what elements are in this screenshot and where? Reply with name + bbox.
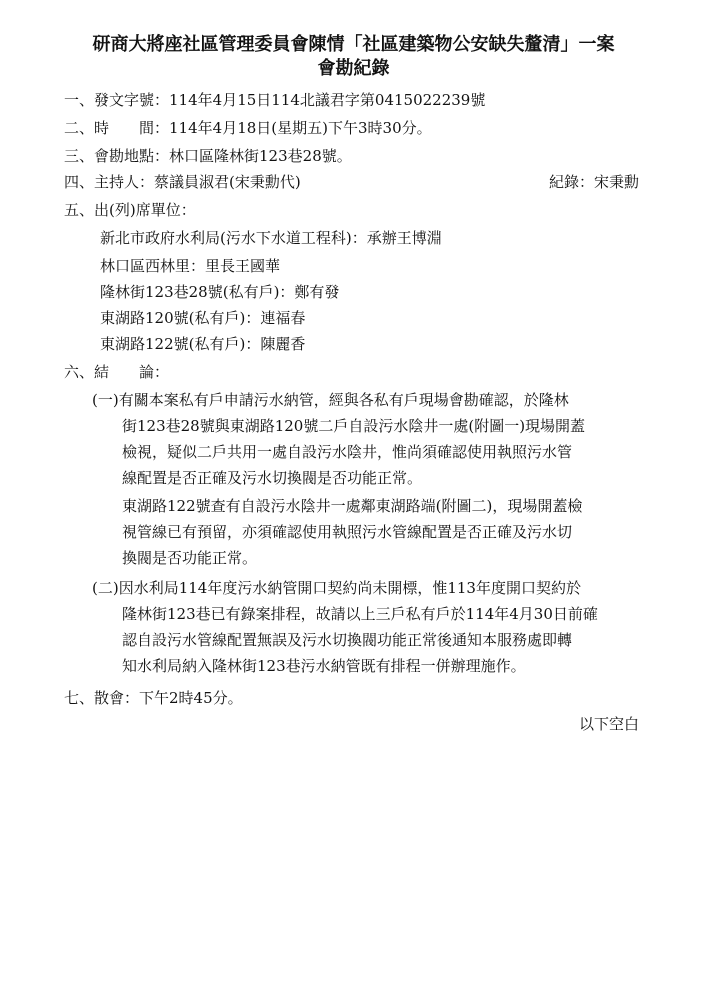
conclusion-1-line: 換閥是否功能正常。	[122, 549, 258, 567]
conclusion-1-line: 街123巷28號與東湖路120號二戶自設污水陰井一處(附圖一)現場開蓋	[122, 417, 586, 435]
item-document-number	[64, 90, 485, 110]
attendee-item: 東湖路122號(私有戶)：陳麗香	[100, 335, 306, 353]
recorder: 紀錄：宋秉勳	[548, 173, 639, 191]
conclusion-2-line: 知水利局納入隆林街123巷污水納管既有排程一併辦理施作。	[122, 657, 526, 675]
document-title-line2: 會勘紀錄	[317, 58, 390, 79]
conclusion-2-line: 隆林街123巷已有錄案排程，故請以上三戶私有戶於114年4月30日前確	[122, 605, 598, 623]
attendee-item: 隆林街123巷28號(私有戶)：鄭有發	[100, 283, 340, 301]
conclusion-1-line: (一)有關本案私有戶申請污水納管，經與各私有戶現場會勘確認，於隆林	[92, 391, 569, 409]
item-value: 林口區隆林街123巷28號。	[169, 147, 352, 165]
item-label: 一、發文字號：	[64, 91, 170, 109]
item-value: 蔡議員淑君(宋秉勳代)	[154, 173, 301, 191]
item-location	[64, 146, 352, 166]
item-value: 114年4月15日114北議君字第0415022239號	[169, 91, 486, 109]
conclusion-2-line: 認自設污水管線配置無誤及污水切換閥功能正常後通知本服務處即轉	[122, 631, 573, 649]
adjourn-item: 七、散會：下午2時45分。	[64, 689, 243, 707]
conclusion-2-line: (二)因水利局114年度污水納管開口契約尚未開標，惟113年度開口契約於	[92, 579, 581, 597]
item-attendees-heading	[64, 200, 196, 220]
end-note: 以下空白	[578, 715, 639, 733]
attendee-item: 林口區西林里：里長王國華	[100, 257, 281, 275]
item-label: 五、出(列)席單位：	[64, 201, 196, 219]
conclusion-1-line: 線配置是否正確及污水切換閥是否功能正常。	[122, 469, 423, 487]
attendee-item: 東湖路120號(私有戶)：連福春	[100, 309, 306, 327]
item-time	[64, 118, 432, 138]
conclusion-1-line: 東湖路122號查有自設污水陰井一處鄰東湖路端(附圖二)，現場開蓋檢	[122, 497, 583, 515]
document-title: 研商大將座社區管理委員會陳情「社區建築物公安缺失釐清」一案	[92, 34, 615, 55]
item-label: 四、主持人：	[64, 173, 155, 191]
attendee-item: 新北市政府水利局(污水下水道工程科)：承辦王博淵	[100, 229, 442, 247]
item-label: 三、會勘地點：	[64, 147, 170, 165]
item-value: 114年4月18日(星期五)下午3時30分。	[169, 119, 432, 137]
conclusion-heading: 六、結 論：	[64, 363, 170, 381]
item-host	[64, 172, 301, 192]
conclusion-1-line: 檢視，疑似二戶共用一處自設污水陰井，惟尚須確認使用執照污水管	[122, 443, 573, 461]
conclusion-1-line: 視管線已有預留，亦須確認使用執照污水管線配置是否正確及污水切	[122, 523, 573, 541]
item-label: 二、時 間：	[64, 119, 170, 137]
